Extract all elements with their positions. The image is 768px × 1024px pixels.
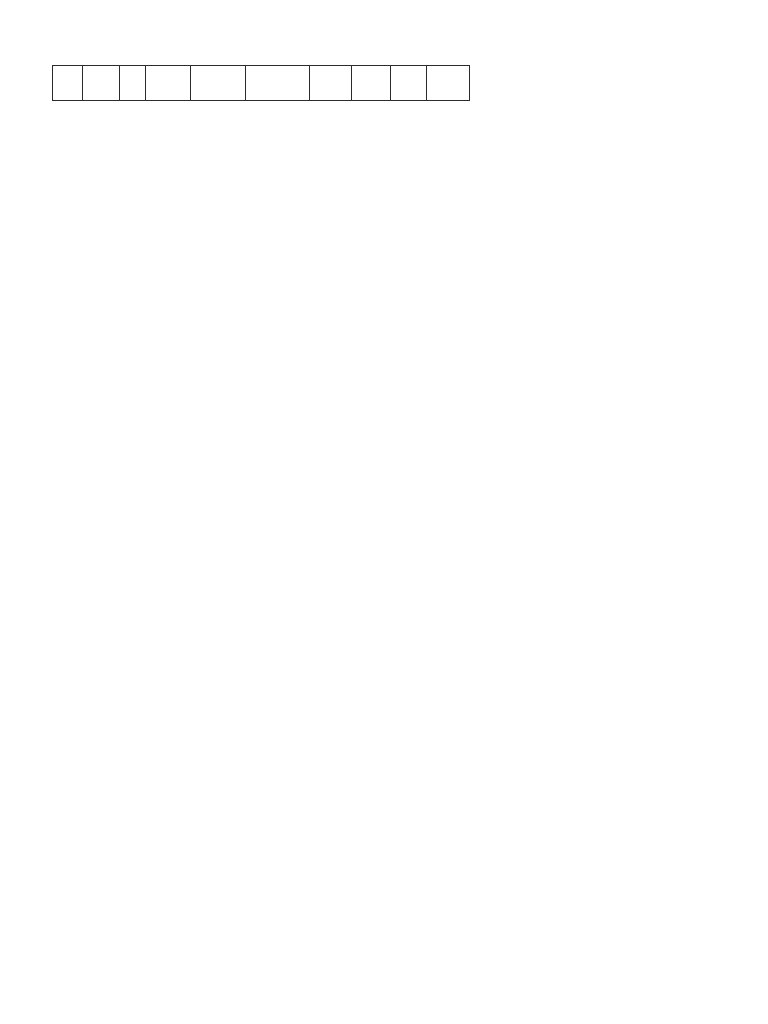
fragment-cell: [391, 66, 427, 101]
fragment-cell: [245, 66, 309, 101]
fragment-cell: [351, 66, 391, 101]
fragment-cell: [426, 66, 469, 101]
fragment-cell: [120, 66, 146, 101]
fragment-cell: [146, 66, 191, 101]
fragment-cell: [309, 66, 351, 101]
fragment-table: [52, 65, 470, 101]
fragment-cell: [83, 66, 120, 101]
fragment-cell: [53, 66, 83, 101]
fragment-row: [53, 66, 470, 101]
fragment-cell: [191, 66, 245, 101]
